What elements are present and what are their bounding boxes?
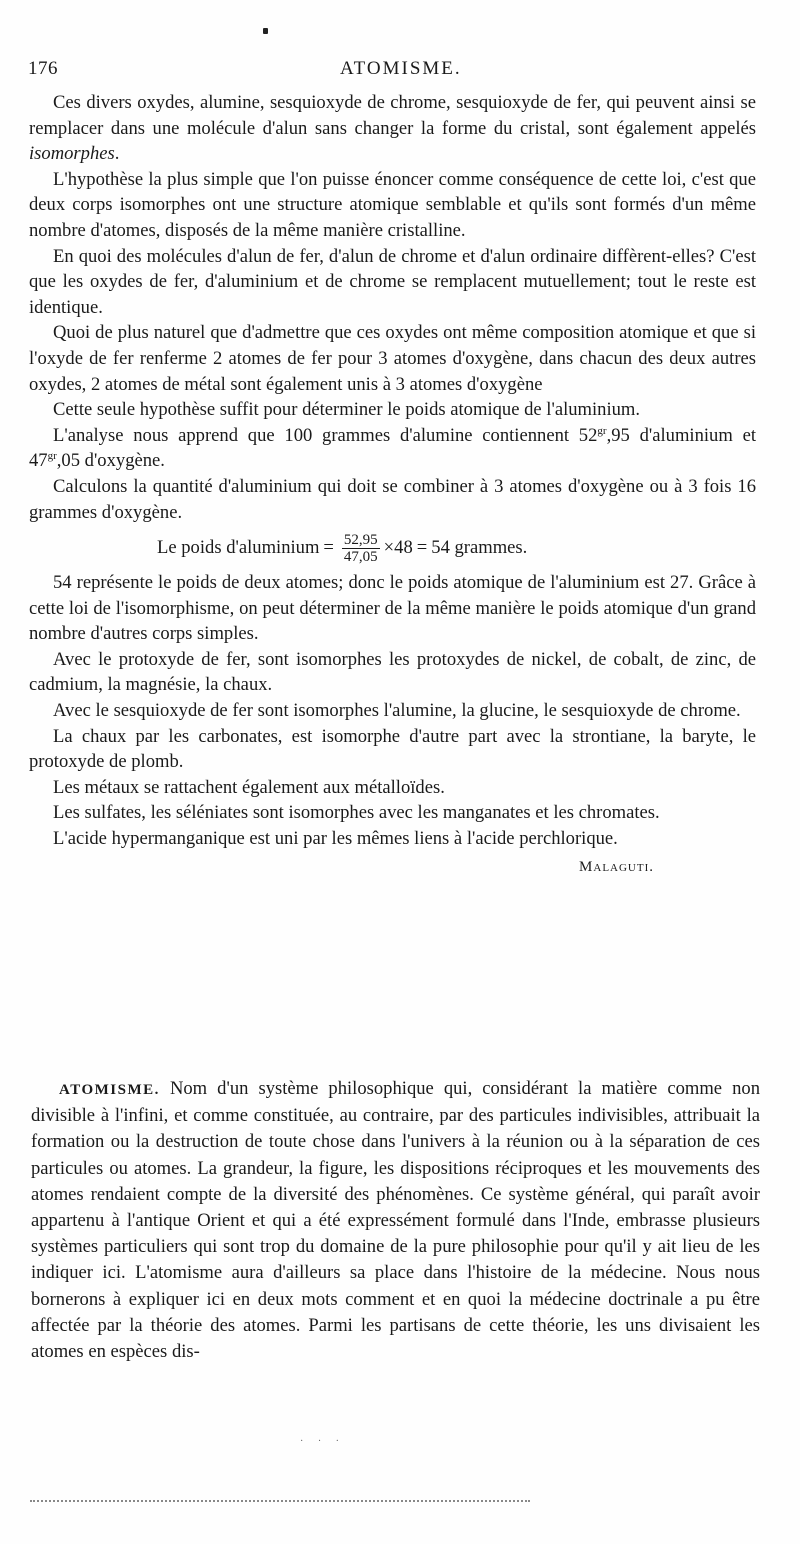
paragraph: Les métaux se rattachent également aux métalloïdes. — [53, 776, 445, 798]
fraction — [342, 532, 380, 565]
paragraph: L'acide hypermanganique est uni par les mêmes liens à l'acide perchlorique. — [53, 828, 618, 850]
paragraph: Cette seule hypothèse suffit pour déterminer le poids atomique de l'aluminium. — [53, 399, 641, 421]
formula — [29, 526, 756, 570]
author-signature: Malaguti. — [579, 858, 654, 875]
paragraph: L'analyse nous apprend que 100 grammes d'alumine contiennent $52^{gr},95$ d'aluminium et $47^{gr},05$ d'oxygène. — [29, 424, 756, 472]
dictionary-entry — [31, 1076, 760, 1365]
paragraph: 54 représente le poids de deux atomes; donc le poids atomique de l'aluminium est 27. Grâce à cette loi de l'isomorphisme, on peut déterminer de la même manière le poids atomique d'un grand nombre d'autres corps simples. — [29, 572, 756, 645]
entry-text: Nom d'un système philosophique qui, considérant la matière comme non divisible à l'infini, et comme constituée, au contraire, par des particules indivisibles, attribuait la formation ou la destruction de toute chose dans l'univers à la réunion ou à la séparation de ces particules ou atomes. La grandeur, la figure, les dispositions réciproques et les mouvements des atomes rendaient compte de la diversité des phénomènes. Ce système général, qui paraît avoir appartenu à l'antique Orient et qui a été expressément formulé dans l'Inde, embrasse plusieurs systèmes particuliers qui sont trop du domaine de la pure philosophie pour qu'il y ait lieu de les indiquer ici. L'atomisme aura d'ailleurs sa place dans l'histoire de la médecine. Nous nous bornerons à expliquer ici en deux mots comment et en quoi la médecine doctrinale a pu être affectée par la théorie des atomes. Parmi les partisans de cette théorie, les uns divisaient les atomes en espèces dis- — [31, 1078, 760, 1363]
entry-paragraph — [31, 1076, 760, 1365]
paragraph: Ces divers oxydes, alumine, sesquioxyde de chrome, sesquioxyde de fer, qui peuvent ainsi se remplacer dans une molécule d'alun sans changer la forme du cristal, sont également appelés isomorphes. — [29, 92, 756, 165]
ink-mark — [263, 28, 268, 34]
paragraph: La chaux par les carbonates, est isomorphe d'autre part avec la strontiane, la baryte, le protoxyde de plomb. — [29, 725, 756, 773]
equals-sign: = — [416, 537, 428, 559]
scan-speckles: · · · — [300, 1436, 345, 1447]
bottom-rule — [30, 1500, 530, 1502]
multiplier: ×48 — [383, 537, 413, 559]
entry-headword: ATOMISME. — [59, 1082, 160, 1098]
paragraph: L'hypothèse la plus simple que l'on puisse énoncer comme conséquence de cette loi, c'est que deux corps isomorphes ont une structure atomique semblable et qu'ils sont formés d'un même nombre d'atomes, disposés de la même manière cristalline. — [29, 168, 756, 241]
formula-label: Le poids d'aluminium — [157, 537, 320, 559]
paragraph: Les sulfates, les séléniates sont isomorphes avec les manganates et les chromates. — [53, 802, 660, 824]
paragraph: Quoi de plus naturel que d'admettre que ces oxydes ont même composition atomique et que si l'oxyde de fer renferme 2 atomes de fer pour 3 atomes d'oxygène, dans chacun des deux autres oxydes, 2 atomes de métal sont également unis à 3 atomes d'oxygène — [29, 322, 756, 395]
equals-sign: = — [323, 537, 334, 559]
paragraph: Avec le protoxyde de fer, sont isomorphes les protoxydes de nickel, de cobalt, de zinc, de cadmium, la magnésie, la chaux. — [29, 648, 756, 696]
formula-result: 54 grammes. — [431, 537, 528, 559]
page-number: 176 — [28, 58, 58, 79]
paragraph: Avec le sesquioxyde de fer sont isomorphes l'alumine, la glucine, le sesquioxyde de chrome. — [53, 700, 741, 722]
paragraph: Calculons la quantité d'aluminium qui doit se combiner à 3 atomes d'oxygène ou à 3 fois 16 grammes d'oxygène. — [29, 475, 756, 523]
article-continuation — [29, 90, 756, 880]
running-title: ATOMISME. — [340, 58, 462, 79]
fraction-numerator: 52,95 — [343, 531, 378, 548]
running-header — [28, 58, 760, 84]
fraction-denominator: 47,05 — [343, 548, 378, 565]
paragraph: En quoi des molécules d'alun de fer, d'alun de chrome et d'alun ordinaire diffèrent-elles? C'est que les oxydes de fer, d'aluminium et de chrome se remplacent mutuellement; tout le reste est identique. — [29, 245, 756, 318]
